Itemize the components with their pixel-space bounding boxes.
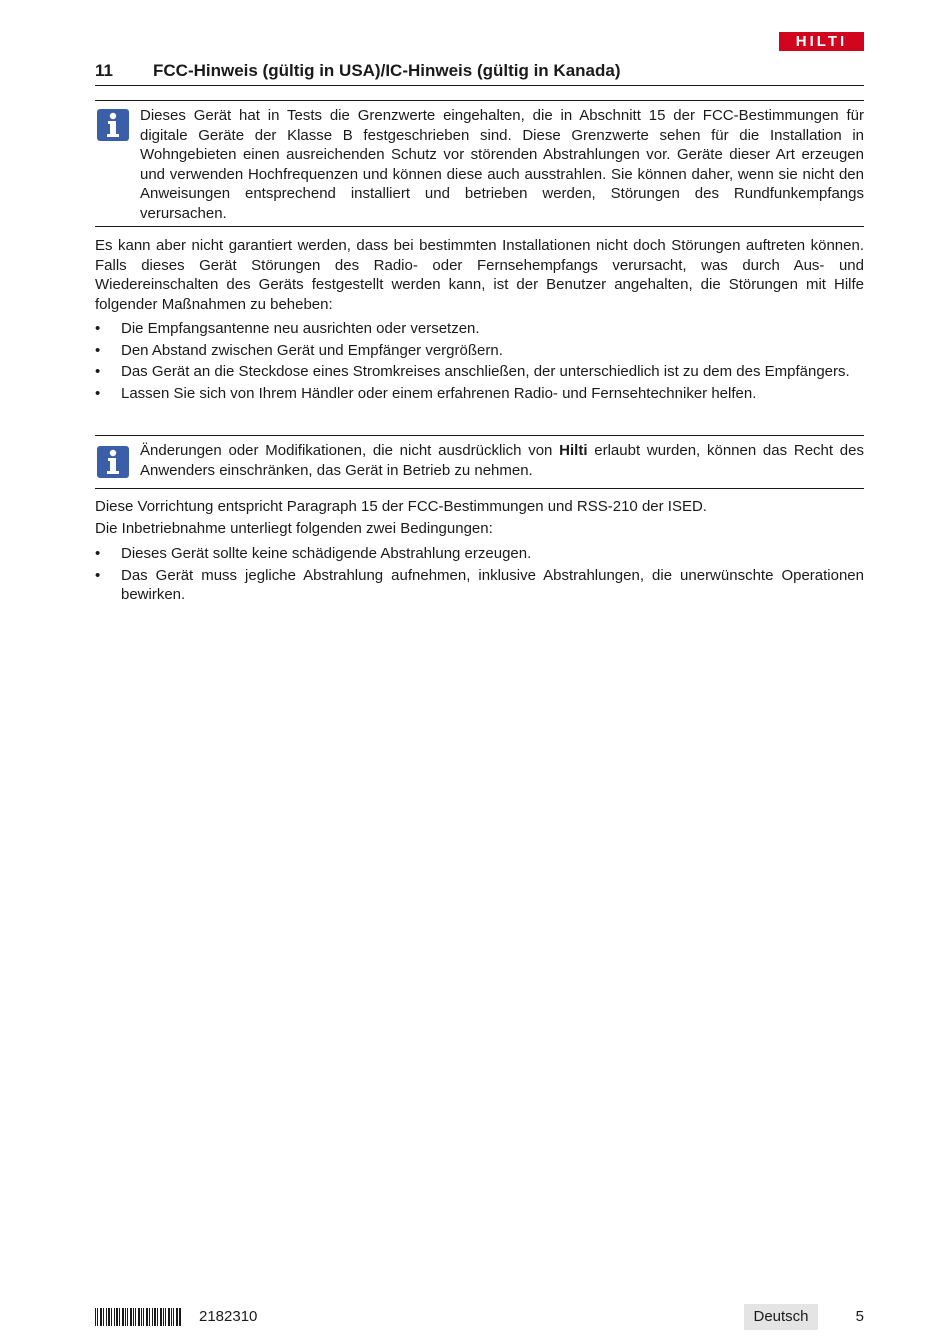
list-item: • Die Empfangsantenne neu ausrichten oder versetzen.	[95, 319, 864, 339]
paragraph-compliance: Diese Vorrichtung entspricht Paragraph 15 der FCC-Bestimmungen und RSS-210 der ISED.	[95, 498, 707, 515]
note-text-after: erlaubt wurden, können das Recht des Anwenders einschränken, das Gerät in Betrieb zu nehmen.	[140, 442, 864, 479]
page-number: 5	[855, 1308, 864, 1325]
section-heading	[95, 59, 864, 86]
conditions-list	[95, 544, 864, 607]
note-text	[140, 441, 864, 480]
note-text-before: Änderungen oder Modifikationen, die nicht ausdrücklich von	[140, 442, 560, 459]
section-number: 11	[95, 61, 113, 80]
list-item: • Das Gerät an die Steckdose eines Stromkreises anschließen, der unterschiedlich ist zu dem des Empfängers.	[95, 362, 864, 382]
list-item: • Das Gerät muss jegliche Abstrahlung aufnehmen, inklusive Abstrahlungen, die unerwünschte Operationen bewirken.	[95, 566, 864, 605]
info-icon	[97, 446, 129, 478]
barcode-icon	[95, 1308, 181, 1326]
list-item: • Dieses Gerät sollte keine schädigende Abstrahlung erzeugen.	[95, 544, 864, 564]
language-label: Deutsch	[744, 1304, 818, 1330]
paragraph-interference: Es kann aber nicht garantiert werden, dass bei bestimmten Installationen nicht doch Störungen auftreten können. Falls dieses Gerät Störungen des Radio- oder Fernsehempfangs verursacht, was durch Aus- und Wiedereinschalten des Geräts festgestellt werden kann, ist der Benutzer angehalten, die Störungen mit Hilfe folgender Maßnahmen zu beheben:	[95, 237, 864, 313]
note-text: Dieses Gerät hat in Tests die Grenzwerte eingehalten, die in Abschnitt 15 der FCC-Bestimmungen für digitale Geräte der Klasse B festgeschrieben sind. Diese Grenzwerte sehen für die Installation in Wohngebieten einen ausreichenden Schutz vor störenden Abstrahlungen vor. Geräte dieser Art erzeugen und verwenden Hochfrequenzen und können diese auch ausstrahlen. Sie können daher, wenn sie nicht den Anweisungen entsprechend installiert und betrieben werden, Störungen des Rundfunkempfangs verursachen.	[140, 107, 864, 222]
hilti-logo: HILTI	[779, 32, 864, 51]
info-note-modifications	[95, 435, 864, 489]
section-title: FCC-Hinweis (gültig in USA)/IC-Hinweis (gültig in Kanada)	[153, 61, 621, 80]
brand-name: Hilti	[559, 442, 588, 459]
document-code: 2182310	[199, 1308, 258, 1325]
info-note-fcc	[95, 100, 864, 227]
info-icon	[97, 109, 129, 141]
list-item: • Lassen Sie sich von Ihrem Händler oder einem erfahrenen Radio- und Fernsehtechniker helfen.	[95, 384, 864, 404]
measures-list	[95, 319, 864, 405]
paragraph-conditions: Die Inbetriebnahme unterliegt folgenden zwei Bedingungen:	[95, 520, 493, 537]
list-item: • Den Abstand zwischen Gerät und Empfänger vergrößern.	[95, 341, 864, 361]
